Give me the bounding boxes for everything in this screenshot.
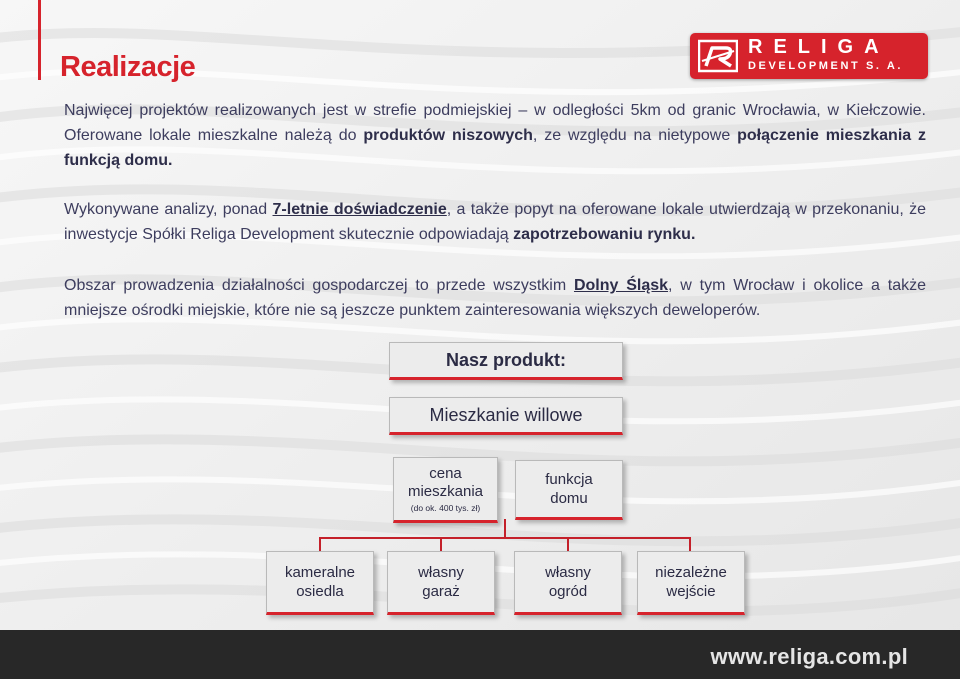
logo-subtitle: DEVELOPMENT S. A. <box>748 60 904 72</box>
price-note: (do ok. 400 tys. zł) <box>410 502 481 513</box>
function-box <box>515 460 623 520</box>
product-label: Nasz produkt: <box>445 349 566 370</box>
price-box <box>393 457 498 523</box>
function-line2: domu <box>550 490 588 507</box>
text-span: Wykonywane analizy, ponad <box>64 201 273 218</box>
feature-line1: własny <box>545 564 591 581</box>
feature-box <box>387 551 495 615</box>
feature-box <box>266 551 374 615</box>
bold-text: zapotrzebowaniu rynku. <box>513 226 696 243</box>
text-span: , w tym Wrocław i okolice a także mniejsze ośrodki miejskie, które nie są jeszcze punktem zainteresowania większych deweloperów. <box>64 277 927 319</box>
price-line1: cena <box>429 464 462 482</box>
text-span: , ze względu na nietypowe <box>532 127 738 144</box>
product-type-box <box>389 397 623 435</box>
feature-box <box>637 551 745 615</box>
bold-text: połączenie mieszkania z funkcją domu. <box>64 127 927 169</box>
feature-line2: ogród <box>548 583 588 600</box>
product-box <box>389 342 623 380</box>
function-line1: funkcja <box>545 471 593 488</box>
feature-line2: wejście <box>666 583 716 600</box>
feature-line2: osiedla <box>296 583 344 600</box>
price-line2: mieszkania <box>407 482 484 500</box>
text-span: Najwięcej projektów realizowanych jest w strefie podmiejskiej – w odległości 5km od granic Wrocławia, w Kiełczowie. Oferowane lokale mieszkalne należą do <box>64 102 926 144</box>
bold-text: 7-letnie doświadczenie <box>272 201 447 218</box>
feature-line2: garaż <box>422 583 460 600</box>
footer-bar <box>0 630 960 679</box>
product-type-label: Mieszkanie willowe <box>429 404 583 425</box>
bold-text: produktów niszowych <box>363 127 533 144</box>
feature-line1: niezależne <box>655 564 727 581</box>
text-span: Obszar prowadzenia działalności gospodarczej to przede wszystkim <box>64 277 574 294</box>
feature-line1: własny <box>418 564 464 581</box>
feature-line1: kameralne <box>284 564 356 581</box>
website-link[interactable]: www.religa.com.pl <box>710 644 908 669</box>
logo-name: RELIGA <box>748 36 890 58</box>
bold-text: Dolny Śląsk <box>573 277 669 294</box>
page-title: Realizacje <box>60 51 196 83</box>
text-span: , a także popyt na oferowane lokale utwierdzają w przekonaniu, że inwestycje Spółki Religa Development skutecznie odpowiadają <box>64 201 926 243</box>
feature-box <box>514 551 622 615</box>
